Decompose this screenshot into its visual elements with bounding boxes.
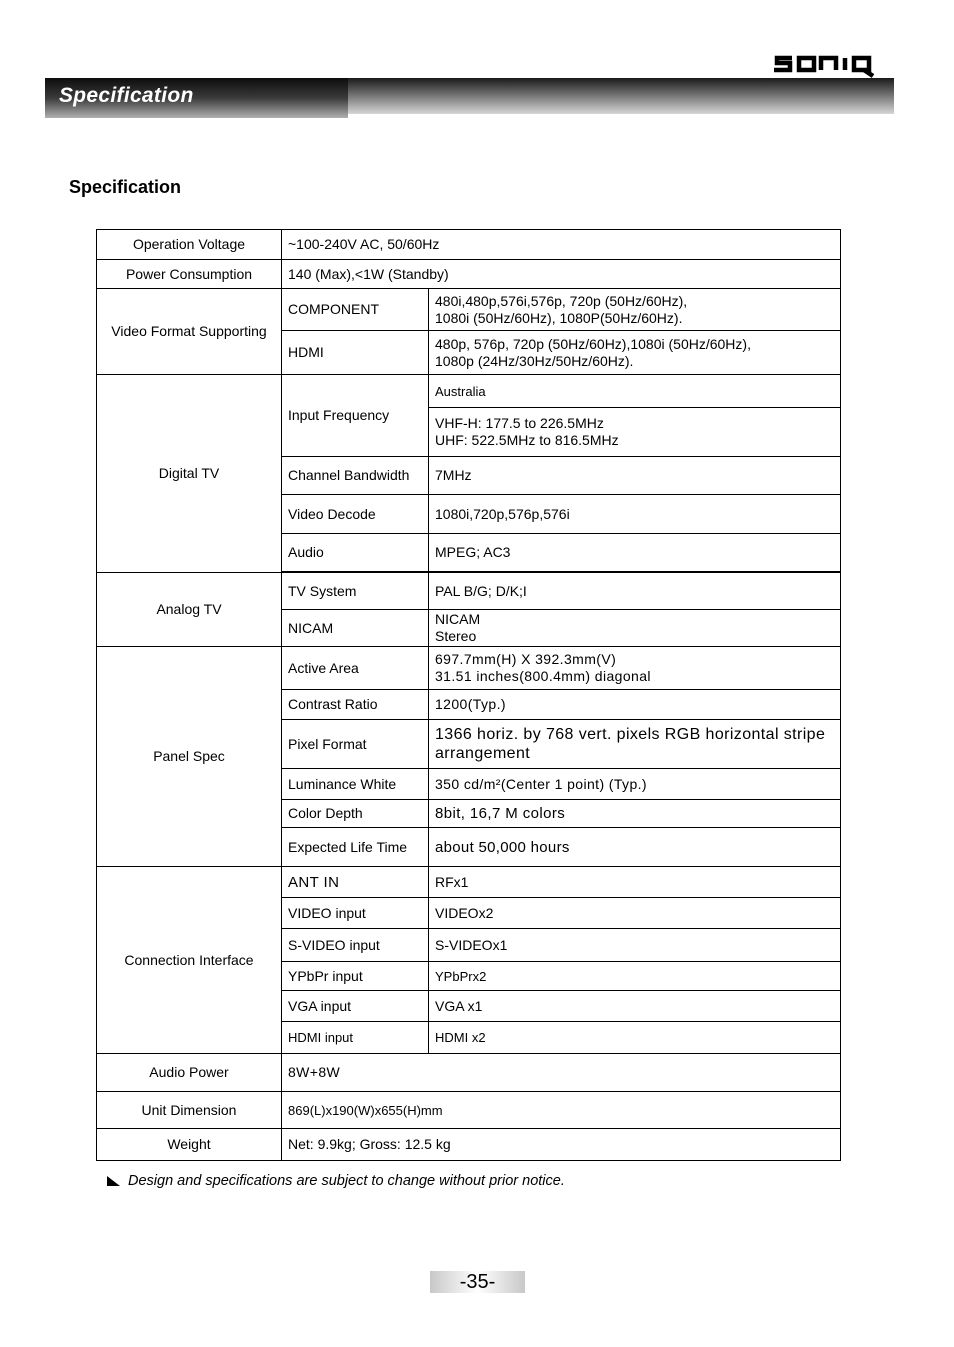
spec-sublabel: Input Frequency: [282, 375, 429, 457]
spec-sublabel: Contrast Ratio: [282, 690, 429, 720]
spec-value: RFx1: [429, 867, 841, 898]
spec-value: 480i,480p,576i,576p, 720p (50Hz/60Hz), 1080i (50Hz/60Hz), 1080P(50Hz/60Hz).: [429, 289, 841, 331]
spec-sublabel: Channel Bandwidth: [282, 457, 429, 495]
spec-label: Video Format Supporting: [97, 289, 282, 375]
table-row: [97, 647, 841, 690]
table-row: [97, 289, 841, 331]
spec-label: Analog TV: [97, 573, 282, 647]
spec-sublabel: Video Decode: [282, 495, 429, 534]
section-title: Specification: [69, 177, 182, 197]
table-row: [97, 867, 841, 898]
spec-label: Connection Interface: [97, 867, 282, 1054]
spec-label: Weight: [97, 1129, 282, 1161]
spec-sublabel: YPbPr input: [282, 962, 429, 991]
spec-value: 480p, 576p, 720p (50Hz/60Hz),1080i (50Hz/60Hz), 1080p (24Hz/30Hz/50Hz/60Hz).: [429, 331, 841, 375]
spec-value: VGA x1: [429, 991, 841, 1022]
spec-sublabel: COMPONENT: [282, 289, 429, 331]
spec-value: 1080i,720p,576p,576i: [429, 495, 841, 534]
table-row: [97, 1092, 841, 1129]
specification-table: [96, 229, 841, 1161]
table-row: [97, 260, 841, 289]
page-number: -35-: [430, 1271, 525, 1293]
table-row: [97, 573, 841, 610]
spec-sublabel: Pixel Format: [282, 720, 429, 769]
table-row: [97, 1054, 841, 1092]
spec-sublabel: Luminance White: [282, 769, 429, 800]
spec-label: Operation Voltage: [97, 230, 282, 260]
spec-value: 869(L)x190(W)x655(H)mm: [282, 1092, 841, 1129]
triangle-bullet-icon: [107, 1176, 120, 1186]
spec-sublabel: HDMI: [282, 331, 429, 375]
spec-value: 1366 horiz. by 768 vert. pixels RGB horizontal stripe arrangement: [429, 720, 841, 769]
spec-label: Panel Spec: [97, 647, 282, 867]
spec-sublabel: VGA input: [282, 991, 429, 1022]
spec-sublabel: Color Depth: [282, 800, 429, 828]
spec-label: Audio Power: [97, 1054, 282, 1092]
spec-value: MPEG; AC3: [429, 534, 841, 572]
spec-value: NICAM Stereo: [429, 610, 841, 647]
spec-value: ~100-240V AC, 50/60Hz: [282, 230, 841, 260]
spec-value: 140 (Max),<1W (Standby): [282, 260, 841, 289]
spec-sublabel: VIDEO input: [282, 898, 429, 929]
spec-sublabel: Active Area: [282, 647, 429, 690]
spec-sublabel: TV System: [282, 573, 429, 610]
spec-value: 1200(Typ.): [429, 690, 841, 720]
spec-sublabel: HDMI input: [282, 1022, 429, 1054]
spec-sublabel: ANT IN: [282, 867, 429, 898]
disclaimer-note: [107, 1173, 565, 1189]
spec-value: VIDEOx2: [429, 898, 841, 929]
spec-label: Digital TV: [97, 375, 282, 573]
table-row: [97, 1129, 841, 1161]
spec-value: about 50,000 hours: [429, 828, 841, 867]
spec-sublabel: Expected Life Time: [282, 828, 429, 867]
spec-value: VHF-H: 177.5 to 226.5MHz UHF: 522.5MHz to 816.5MHz: [429, 408, 841, 457]
spec-value: Net: 9.9kg; Gross: 12.5 kg: [282, 1129, 841, 1161]
spec-value: S-VIDEOx1: [429, 929, 841, 962]
spec-value: Australia: [429, 375, 841, 408]
spec-label: Power Consumption: [97, 260, 282, 289]
spec-value: YPbPrx2: [429, 962, 841, 991]
spec-value: PAL B/G; D/K;I: [429, 573, 841, 610]
spec-label: Unit Dimension: [97, 1092, 282, 1129]
spec-sublabel: S-VIDEO input: [282, 929, 429, 962]
spec-value: HDMI x2: [429, 1022, 841, 1054]
soniq-logo: [772, 50, 876, 78]
spec-sublabel: NICAM: [282, 610, 429, 647]
spec-value: 8bit, 16,7 M colors: [429, 800, 841, 828]
spec-value: 697.7mm(H) X 392.3mm(V) 31.51 inches(800.4mm) diagonal: [429, 647, 841, 690]
spec-value: 7MHz: [429, 457, 841, 495]
spec-value: 350 cd/m²(Center 1 point) (Typ.): [429, 769, 841, 800]
header-title: Specification: [59, 84, 194, 107]
spec-value: 8W+8W: [282, 1054, 841, 1092]
table-row: [97, 375, 841, 408]
disclaimer-text: Design and specifications are subject to change without prior notice.: [128, 1173, 565, 1189]
table-row: [97, 230, 841, 260]
spec-sublabel: Audio: [282, 534, 429, 572]
